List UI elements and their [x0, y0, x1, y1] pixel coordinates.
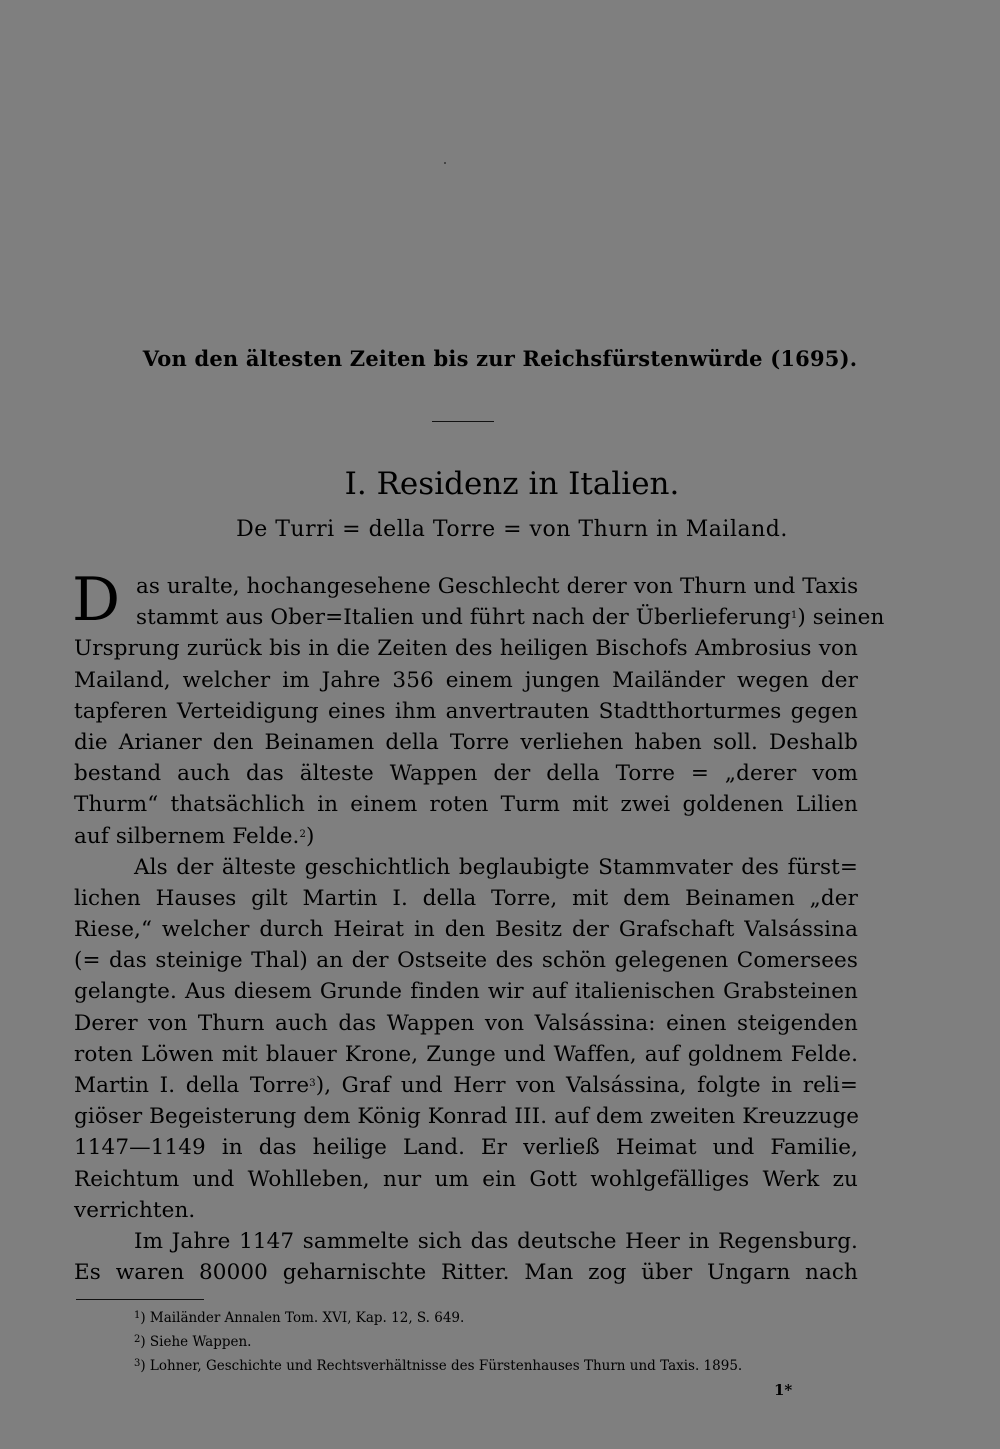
part-title: Von den ältesten Zeiten bis zur Reichsfürstenwürde (1695).	[142, 346, 858, 371]
text-segment: Martin I. della Torre	[74, 1073, 310, 1098]
text-segment: ), Graf und Herr von Valsássina, folgte in reli=	[315, 1073, 858, 1098]
paragraph-2	[74, 852, 858, 1226]
text-line: as uralte, hochangesehene Geschlecht derer von Thurn und Taxis	[136, 574, 859, 599]
text-line	[74, 602, 885, 633]
text-line: Im Jahre 1147 sammelte sich das deutsche Heer in Regensburg.	[134, 1228, 858, 1254]
signature-mark: 1*	[774, 1381, 793, 1399]
text-line: Mailand, welcher im Jahre 356 einem jungen Mailänder wegen der	[74, 667, 858, 693]
drop-cap-initial: D	[72, 565, 121, 635]
text-line: Riese,“ welcher durch Heirat in den Besitz der Grafschaft Valsássina	[74, 917, 858, 943]
text-line: Es waren 80000 geharnischte Ritter. Man zog über Ungarn nach	[74, 1260, 858, 1286]
text-line: bestand auch das älteste Wappen der della Torre = „derer vom	[74, 761, 858, 787]
text-line: Als der älteste geschichtlich beglaubigte Stammvater des fürst=	[134, 854, 858, 880]
text-line: gelangte. Aus diesem Grunde finden wir auf italienischen Grabsteinen	[74, 979, 858, 1005]
text-segment: ) seinen	[797, 605, 885, 631]
text-line: giöser Begeisterung dem König Konrad III. auf dem zweiten Kreuzzuge	[74, 1104, 860, 1130]
speck-mark	[444, 162, 446, 164]
text-line: Derer von Thurn auch das Wappen von Valsássina: einen steigenden	[74, 1010, 858, 1036]
title-divider-rule	[432, 421, 494, 422]
text-segment: auf silbernem Felde.	[74, 823, 300, 849]
paragraph-1	[72, 565, 885, 852]
footnote-text: ) Mailänder Annalen Tom. XVI, Kap. 12, S. 649.	[140, 1310, 465, 1326]
text-line: Reichtum und Wohlleben, nur um ein Gott wohlgefälliges Werk zu	[74, 1166, 858, 1192]
text-segment: stammt aus Ober=Italien und führt nach der Überlieferung	[136, 605, 791, 631]
footnote-marker: 1	[790, 610, 798, 622]
chapter-title: I. Residenz in Italien.	[344, 466, 680, 502]
footnote-number: 2	[134, 1334, 141, 1345]
text-line	[74, 821, 858, 852]
footnote-marker: 3	[309, 1078, 316, 1089]
text-line: roten Löwen mit blauer Krone, Zunge und Waffen, auf goldnem Felde.	[74, 1041, 858, 1067]
text-line: die Arianer den Beinamen della Torre verliehen haben soll. Deshalb	[74, 729, 858, 755]
text-line: tapferen Verteidigung eines ihm anvertrauten Stadtthorturmes gegen	[74, 698, 858, 724]
text-line: lichen Hauses gilt Martin I. della Torre, mit dem Beinamen „der	[74, 885, 858, 911]
text-line: 1147—1149 in das heilige Land. Er verließ Heimat und Familie,	[74, 1135, 858, 1161]
footnote	[134, 1306, 864, 1330]
text-line: verrichten.	[74, 1197, 196, 1223]
footnote	[134, 1354, 864, 1378]
footnote-number: 3	[134, 1358, 141, 1369]
text-line	[74, 1070, 858, 1101]
text-line: Thurm“ thatsächlich in einem roten Turm mit zwei goldenen Lilien	[74, 792, 858, 818]
body-text	[72, 565, 885, 1288]
footnote-number: 1	[134, 1310, 141, 1321]
footnotes	[134, 1306, 864, 1378]
text-line: (= das steinige Thal) an der Ostseite des schön gelegenen Comersees	[74, 948, 858, 974]
footnote-marker: 2	[299, 828, 306, 840]
footnote-divider-rule	[76, 1299, 204, 1300]
footnote-text: ) Lohner, Geschichte und Rechtsverhältnisse des Fürstenhauses Thurn und Taxis. 1895.	[140, 1358, 743, 1374]
text-line: Ursprung zurück bis in die Zeiten des heiligen Bischofs Ambrosius von	[74, 636, 858, 662]
footnote	[134, 1330, 864, 1354]
text-segment: )	[305, 823, 315, 849]
footnote-text: ) Siehe Wappen.	[140, 1334, 252, 1350]
paragraph-3	[74, 1226, 858, 1288]
chapter-subtitle: De Turri = della Torre = von Thurn in Mailand.	[236, 517, 788, 542]
